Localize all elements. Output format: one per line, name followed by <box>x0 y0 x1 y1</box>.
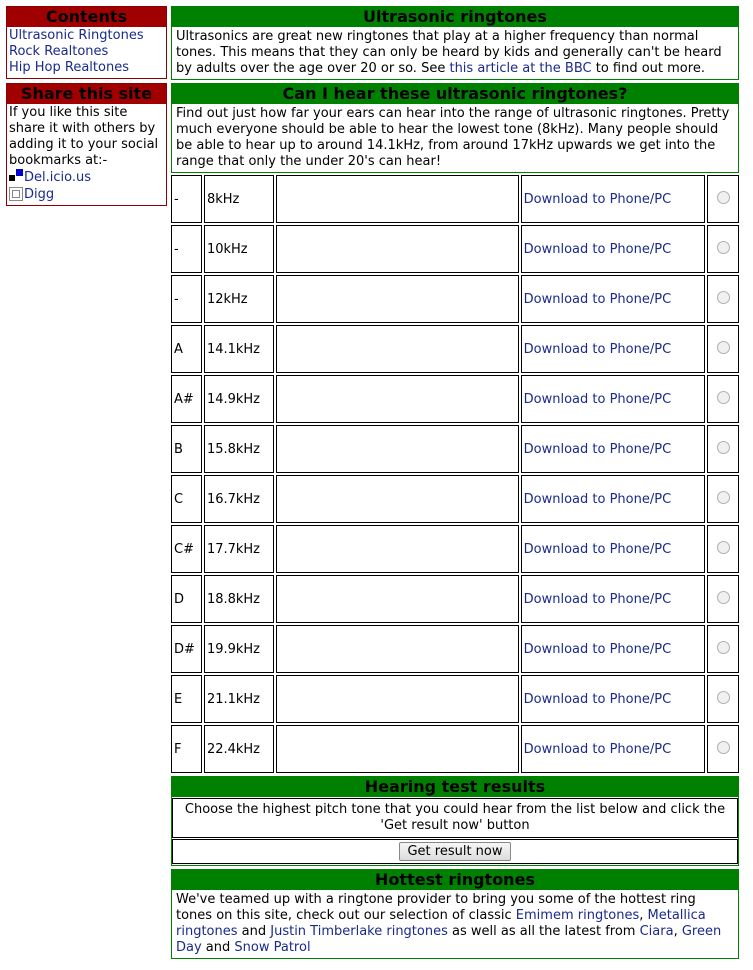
intro-text-end: to find out more. <box>591 61 705 76</box>
tone-download-cell <box>521 275 705 323</box>
main-content <box>171 6 739 959</box>
tone-select-cell <box>707 375 739 423</box>
download-link[interactable]: Download to Phone/PC <box>523 341 672 357</box>
tone-radio[interactable] <box>717 241 730 254</box>
hottest-text-4: as well as all the latest from <box>447 924 640 939</box>
tone-frequency: 8kHz <box>204 175 274 223</box>
tone-note: F <box>171 725 202 773</box>
download-link[interactable]: Download to Phone/PC <box>523 191 672 207</box>
tone-player[interactable] <box>276 625 519 673</box>
tones-table <box>169 173 741 775</box>
tone-select-cell <box>707 275 739 323</box>
tone-frequency: 15.8kHz <box>204 425 274 473</box>
justin-timberlake-ringtones-link[interactable]: Justin Timberlake ringtones <box>270 924 448 939</box>
tone-frequency: 22.4kHz <box>204 725 274 773</box>
tone-download-cell <box>521 625 705 673</box>
tone-radio[interactable] <box>717 541 730 554</box>
link-digg[interactable] <box>9 186 164 203</box>
ciara-link[interactable]: Ciara <box>639 924 674 939</box>
results-heading: Hearing test results <box>172 777 738 797</box>
tone-select-cell <box>707 725 739 773</box>
hottest-text <box>172 890 738 958</box>
tone-select-cell <box>707 425 739 473</box>
tone-select-cell <box>707 475 739 523</box>
tone-radio[interactable] <box>717 441 730 454</box>
tone-player[interactable] <box>276 425 519 473</box>
tone-frequency: 18.8kHz <box>204 575 274 623</box>
contents-heading: Contents <box>7 7 166 27</box>
tone-radio[interactable] <box>717 591 730 604</box>
download-link[interactable]: Download to Phone/PC <box>523 641 672 657</box>
bbc-article-link[interactable]: this article at the BBC <box>449 61 592 76</box>
tone-note: A <box>171 325 202 373</box>
eminem-ringtones-link[interactable]: Emimem ringtones <box>515 908 640 923</box>
results-text: Choose the highest pitch tone that you could hear from the list below and click the 'Get result now' button <box>184 802 726 833</box>
hottest-text-6: and <box>201 940 235 955</box>
tone-download-cell <box>521 175 705 223</box>
download-link[interactable]: Download to Phone/PC <box>523 591 672 607</box>
tone-frequency: 21.1kHz <box>204 675 274 723</box>
tone-select-cell <box>707 625 739 673</box>
tone-player[interactable] <box>276 325 519 373</box>
share-box <box>6 83 167 206</box>
tone-note: C <box>171 475 202 523</box>
tone-player[interactable] <box>276 375 519 423</box>
intro-text <box>172 27 738 79</box>
results-button-row <box>172 839 738 864</box>
tone-radio[interactable] <box>717 191 730 204</box>
tone-row <box>171 525 739 573</box>
tone-download-cell <box>521 675 705 723</box>
tone-row <box>171 675 739 723</box>
tone-player[interactable] <box>276 675 519 723</box>
tone-note: E <box>171 675 202 723</box>
get-result-button[interactable]: Get result now <box>399 842 510 861</box>
download-link[interactable]: Download to Phone/PC <box>523 391 672 407</box>
tone-note: C# <box>171 525 202 573</box>
tone-player[interactable] <box>276 225 519 273</box>
tone-note: A# <box>171 375 202 423</box>
link-rock-realtones[interactable]: Rock Realtones <box>9 44 109 59</box>
tone-player[interactable] <box>276 275 519 323</box>
hottest-heading: Hottest ringtones <box>172 870 738 890</box>
tone-player[interactable] <box>276 525 519 573</box>
tone-download-cell <box>521 425 705 473</box>
link-digg-label: Digg <box>24 187 55 202</box>
tone-radio[interactable] <box>717 691 730 704</box>
tone-download-cell <box>521 575 705 623</box>
tone-select-cell <box>707 575 739 623</box>
tone-frequency: 16.7kHz <box>204 475 274 523</box>
tone-download-cell <box>521 525 705 573</box>
tone-radio[interactable] <box>717 641 730 654</box>
intro-text-part: Ultrasonics are great new ringtones that play at a higher frequency than normal tones. This means that they can only be heard by kids and generally can't be heard by adults over the age over 20 or so. See <box>176 29 722 76</box>
tone-download-cell <box>521 225 705 273</box>
results-box <box>171 776 739 866</box>
snow-patrol-link[interactable]: Snow Patrol <box>234 940 311 955</box>
tone-select-cell <box>707 225 739 273</box>
tone-note: B <box>171 425 202 473</box>
tone-frequency: 10kHz <box>204 225 274 273</box>
tone-row <box>171 475 739 523</box>
tone-frequency: 19.9kHz <box>204 625 274 673</box>
tone-download-cell <box>521 375 705 423</box>
intro-heading: Ultrasonic ringtones <box>172 7 738 27</box>
download-link[interactable]: Download to Phone/PC <box>523 491 672 507</box>
tone-radio[interactable] <box>717 391 730 404</box>
tone-note: D <box>171 575 202 623</box>
tone-row <box>171 725 739 773</box>
link-hip-hop-realtones[interactable]: Hip Hop Realtones <box>9 60 129 75</box>
tone-row <box>171 275 739 323</box>
download-link[interactable]: Download to Phone/PC <box>523 291 672 307</box>
intro-box <box>171 6 739 80</box>
tone-note: - <box>171 275 202 323</box>
tone-radio[interactable] <box>717 491 730 504</box>
hear-box <box>171 83 739 173</box>
sidebar <box>6 6 167 210</box>
download-link[interactable]: Download to Phone/PC <box>523 241 672 257</box>
tone-note: - <box>171 225 202 273</box>
tone-select-cell <box>707 675 739 723</box>
hottest-text-2: , <box>639 908 648 923</box>
tone-frequency: 14.1kHz <box>204 325 274 373</box>
share-heading: Share this site <box>7 84 166 104</box>
tone-download-cell <box>521 325 705 373</box>
tone-player[interactable] <box>276 175 519 223</box>
tone-select-cell <box>707 175 739 223</box>
tone-radio[interactable] <box>717 741 730 754</box>
hear-heading: Can I hear these ultrasonic ringtones? <box>172 84 738 104</box>
tone-frequency: 12kHz <box>204 275 274 323</box>
tone-row <box>171 375 739 423</box>
download-link[interactable]: Download to Phone/PC <box>523 441 672 457</box>
tone-frequency: 14.9kHz <box>204 375 274 423</box>
hottest-text-1: We've teamed up with a ringtone provider to bring you some of the hottest ring tones on this site, check out our selection of classic <box>176 892 696 923</box>
tone-select-cell <box>707 325 739 373</box>
tone-row <box>171 175 739 223</box>
tone-note: - <box>171 175 202 223</box>
results-instructions <box>172 798 738 838</box>
hottest-text-3: and <box>237 924 271 939</box>
tone-download-cell <box>521 725 705 773</box>
download-link[interactable]: Download to Phone/PC <box>523 741 672 757</box>
download-link[interactable]: Download to Phone/PC <box>523 691 672 707</box>
tone-row <box>171 625 739 673</box>
download-link[interactable]: Download to Phone/PC <box>523 541 672 557</box>
tone-select-cell <box>707 525 739 573</box>
contents-box <box>6 6 167 79</box>
tone-player[interactable] <box>276 725 519 773</box>
contents-links <box>7 27 166 78</box>
delicious-icon <box>9 169 23 183</box>
tone-note: D# <box>171 625 202 673</box>
tone-row <box>171 225 739 273</box>
tone-radio[interactable] <box>717 341 730 354</box>
metallica-ringtones-link[interactable]: Metallica ringtones <box>176 908 706 939</box>
hottest-text-5: , <box>673 924 682 939</box>
link-delicious-label: Del.icio.us <box>24 170 91 185</box>
tone-row <box>171 325 739 373</box>
tone-row <box>171 425 739 473</box>
tone-radio[interactable] <box>717 291 730 304</box>
tone-player[interactable] <box>276 575 519 623</box>
tone-frequency: 17.7kHz <box>204 525 274 573</box>
link-delicious[interactable] <box>9 169 164 186</box>
share-text: If you like this site share it with others by adding it to your social bookmarks at:- <box>9 105 159 168</box>
tone-download-cell <box>521 475 705 523</box>
tone-row <box>171 575 739 623</box>
digg-icon <box>9 186 23 200</box>
hottest-box <box>171 869 739 959</box>
hear-text: Find out just how far your ears can hear into the range of ultrasonic ringtones. Pretty much everyone should be able to hear the lowest tone (8kHz). Many people should be able to hear up to around 14.1kHz, from around 17kHz upwards we get into the range that only the under 20's can hear! <box>176 106 730 169</box>
link-ultrasonic-ringtones[interactable]: Ultrasonic Ringtones <box>9 28 144 43</box>
green-day-link[interactable]: Green Day <box>176 924 722 955</box>
tone-player[interactable] <box>276 475 519 523</box>
share-content <box>7 104 166 205</box>
